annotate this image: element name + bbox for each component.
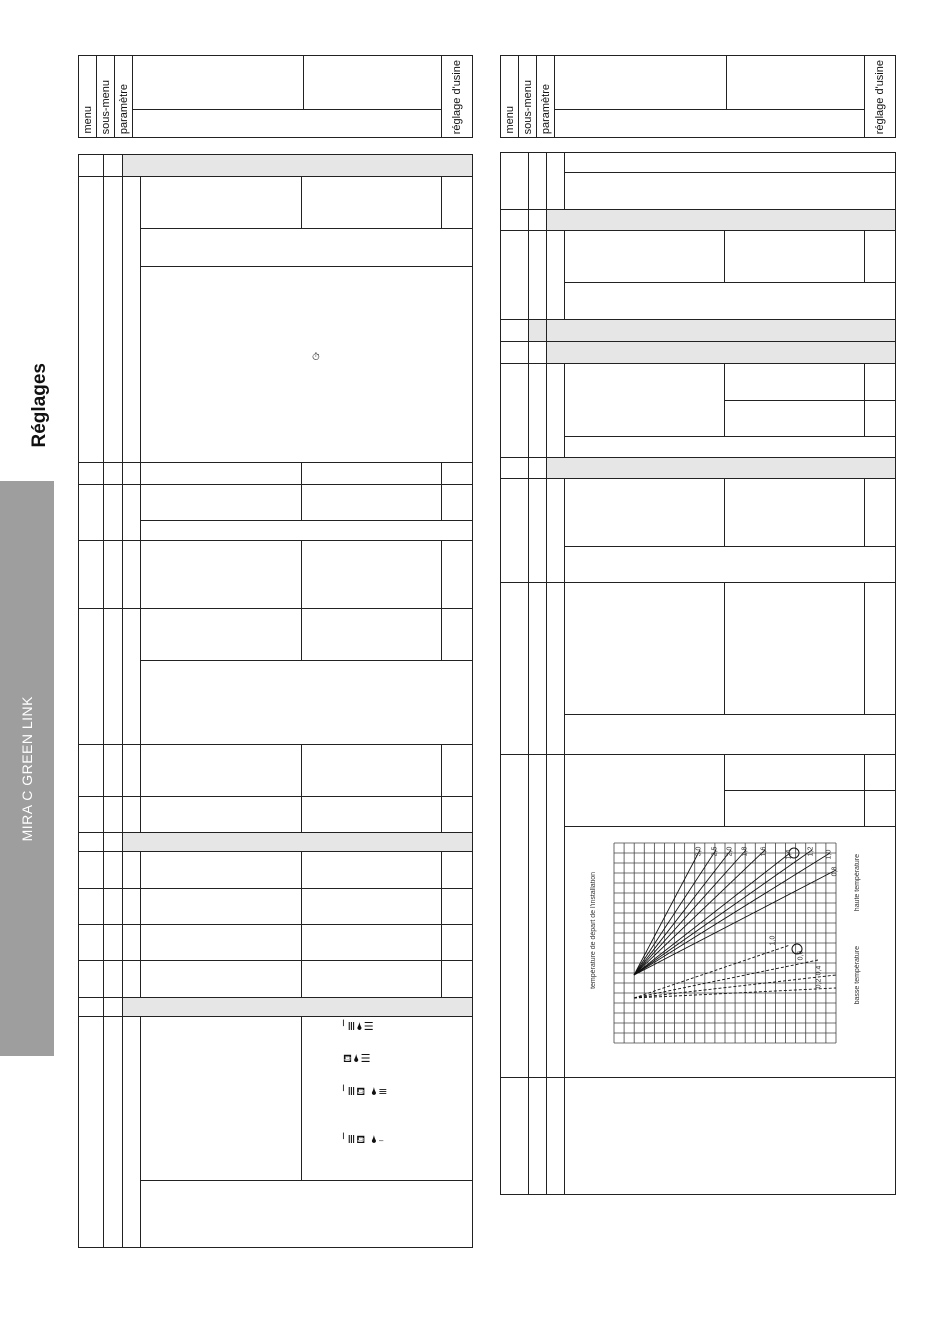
chart-label-high: haute température xyxy=(853,853,861,912)
dashed-curve-label: 0,4 xyxy=(815,965,823,976)
curve-label: 1,2 xyxy=(807,846,815,857)
header-factory-setting: réglage d'usine xyxy=(451,59,463,134)
curve-label: 2,0 xyxy=(726,846,734,857)
curve-label: 2,5 xyxy=(711,846,719,857)
dashed-curve-line xyxy=(634,960,818,998)
curve-label: 1,6 xyxy=(760,846,768,857)
header-parameter-right: paramètre xyxy=(539,83,552,134)
heating-curve-chart xyxy=(614,843,839,1043)
curve-label: 1,4 xyxy=(785,849,793,860)
product-name: MIRA C GREEN LINK xyxy=(19,695,35,842)
curve-line xyxy=(634,850,716,975)
header-factory-setting-right: réglage d'usine xyxy=(874,59,886,134)
chart-ylabel: température de départ de l'installation xyxy=(589,871,597,989)
dashed-curve-label: 0,2 xyxy=(815,978,823,989)
curve-label: 0,8 xyxy=(831,866,839,877)
header-menu: menu xyxy=(81,106,94,134)
dashed-curve-label: 1,0 xyxy=(769,935,777,946)
heating-dhw-low-icon: ╵Ⅲ⛾ 🌢₋ xyxy=(340,1133,386,1146)
curve-line xyxy=(634,853,790,975)
dhw-mode-icon: ⛾🌢☰ xyxy=(343,1052,372,1065)
curve-label: 1,0 xyxy=(825,849,833,860)
page-title: Réglages xyxy=(29,362,50,448)
heating-mode-icon: ╵Ⅲ🌢☰ xyxy=(340,1020,375,1033)
curve-label: 3,0 xyxy=(695,846,703,857)
curve-label: 1,8 xyxy=(741,846,749,857)
heating-dhw-mode-icon: ╵Ⅲ⛾ 🌢≡ xyxy=(340,1085,389,1098)
header-parameter: paramètre xyxy=(117,83,130,134)
chart-label-low: basse température xyxy=(853,945,861,1005)
clock-icon: ⏱ xyxy=(312,352,320,363)
curve-line xyxy=(634,850,731,975)
dashed-curve-label: 0,6 xyxy=(797,950,805,961)
header-menu-right: menu xyxy=(503,106,516,134)
header-submenu-right: sous-menu xyxy=(521,79,534,134)
header-submenu: sous-menu xyxy=(99,79,112,134)
